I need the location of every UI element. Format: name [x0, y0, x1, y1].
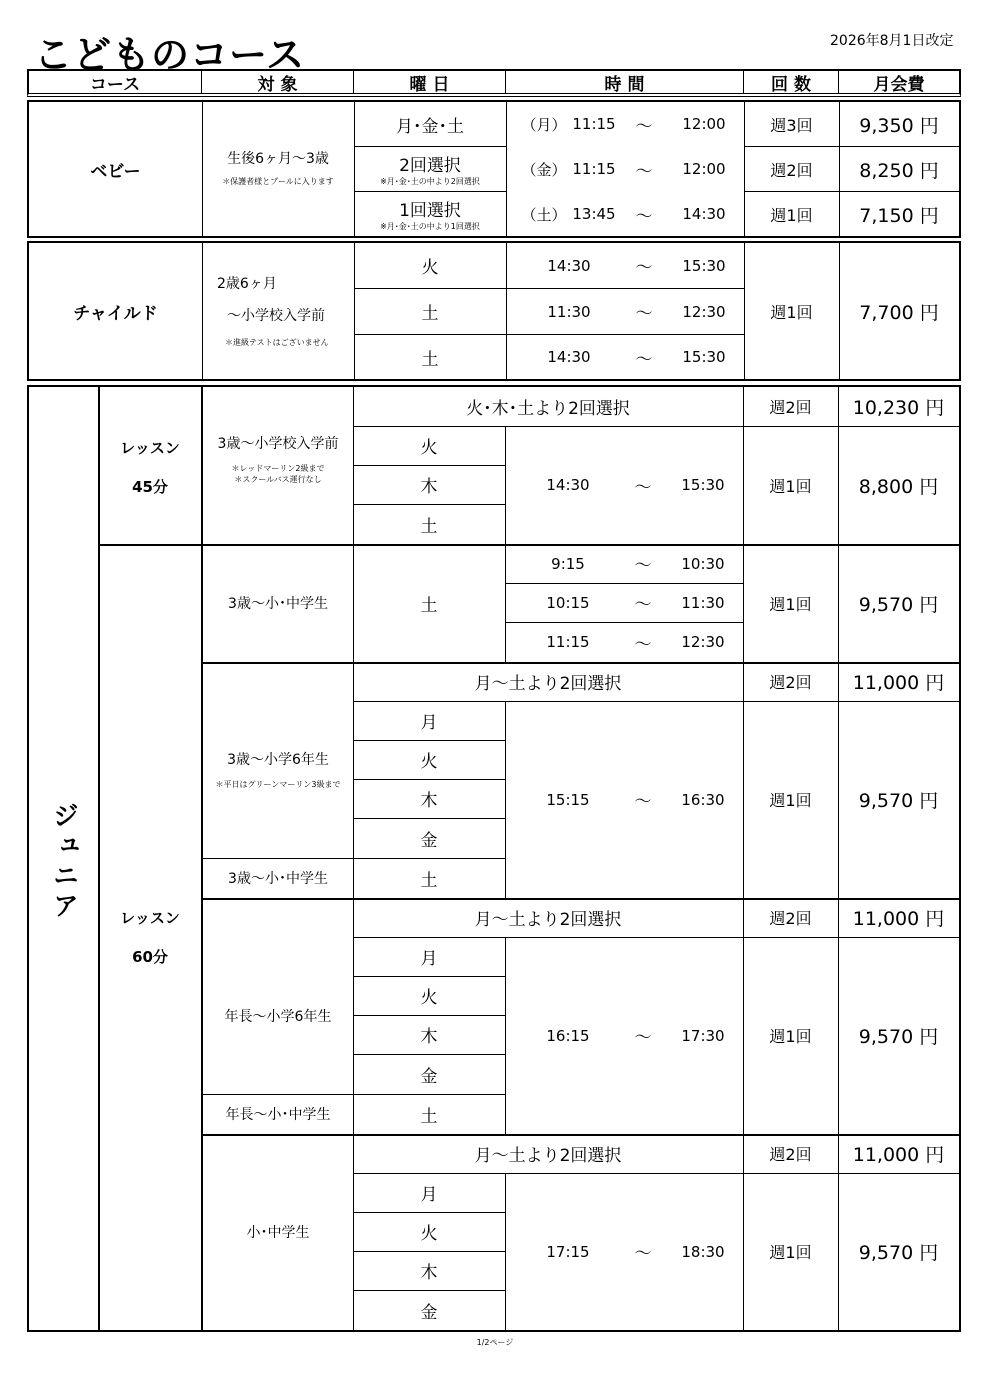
l45-tilde: ～ — [634, 477, 652, 498]
l45-label-line1: レッスン — [120, 439, 180, 457]
header-time: 時 間 — [506, 71, 744, 93]
g3-day-0: 月 — [420, 1185, 438, 1205]
sat-tilde-1: ～ — [634, 595, 652, 615]
g1-count: 週1回 — [769, 791, 812, 810]
sat-day: 土 — [420, 595, 438, 616]
baby-time-day-2: （土） — [521, 205, 567, 224]
child-day-0: 火 — [421, 258, 439, 278]
g3-day-3: 金 — [420, 1302, 438, 1323]
junior-name-text: ジュニア — [48, 802, 79, 922]
g2-count: 週1回 — [769, 1027, 812, 1046]
child-start-0: 14:30 — [547, 256, 591, 275]
child-count: 週1回 — [770, 302, 813, 322]
baby-time-day-1: （金） — [521, 160, 567, 179]
baby-target: 生後6ヶ月～3歳 — [227, 151, 329, 167]
l45-end: 15:30 — [681, 476, 725, 494]
g1-day-0: 月 — [420, 713, 438, 733]
junior-course-name — [29, 782, 98, 942]
l45-day-0: 火 — [420, 438, 438, 458]
l45-label-line2: 45分 — [132, 478, 168, 496]
l60-label-line1: レッスン — [120, 909, 180, 927]
g3-tilde: ～ — [634, 1244, 652, 1264]
sat-end-0: 10:30 — [681, 554, 725, 573]
sat-end-2: 12:30 — [681, 633, 725, 651]
baby-start-1: 11:15 — [572, 160, 616, 178]
g3-start: 17:15 — [546, 1242, 590, 1261]
baby-day-1: 2回選択 — [399, 156, 461, 176]
g1-select-label: 月～土より2回選択 — [474, 674, 622, 694]
g3-target: 小･中学生 — [246, 1225, 310, 1241]
junior-section — [27, 385, 961, 1332]
sat-tilde-0: ～ — [634, 556, 652, 576]
g2-day-1: 火 — [420, 988, 438, 1008]
child-end-1: 12:30 — [682, 302, 726, 321]
baby-start-0: 11:15 — [572, 115, 616, 133]
header-fee: 月会費 — [873, 74, 925, 95]
g2-tilde: ～ — [634, 1028, 652, 1048]
header-course: コース — [29, 71, 202, 93]
header-target: 対 象 — [202, 71, 354, 93]
g1-target-sat: 3歳～小･中学生 — [228, 871, 328, 887]
g3-select-count: 週2回 — [769, 1145, 812, 1164]
g1-day-3: 金 — [420, 830, 438, 851]
page-footer: 1/2ページ — [476, 1338, 514, 1347]
baby-end-0: 12:00 — [682, 115, 726, 133]
l45-select-count: 週2回 — [769, 398, 812, 417]
l60-label-line2: 60分 — [132, 948, 168, 966]
header-count: 回 数 — [744, 71, 839, 93]
g3-day-2: 木 — [420, 1263, 438, 1283]
g2-select-fee: 11,000 円 — [852, 908, 945, 930]
g1-note: ＊平日はグリーンマーリン3級まで — [215, 780, 341, 789]
child-section — [27, 241, 961, 381]
g2-day-3: 金 — [420, 1066, 438, 1087]
g2-select-count: 週2回 — [769, 909, 812, 928]
table-header — [27, 69, 961, 97]
g1-tilde: ～ — [634, 792, 652, 812]
child-end-2: 15:30 — [682, 348, 726, 366]
g2-fee: 9,570 円 — [858, 1026, 939, 1048]
g2-start: 16:15 — [546, 1026, 590, 1045]
baby-fee-1: 8,250 円 — [859, 159, 939, 182]
baby-day-note-2: ※月･金･土の中より1回選択 — [380, 222, 480, 231]
baby-note: ＊保護者様とプールに入ります — [222, 177, 334, 186]
baby-day-0: 月･金･土 — [396, 116, 464, 137]
baby-count-0: 週3回 — [770, 115, 813, 135]
baby-end-1: 12:00 — [682, 160, 726, 178]
child-tilde-1: ～ — [635, 304, 653, 324]
child-day-1: 土 — [421, 304, 439, 324]
g1-fee: 9,570 円 — [858, 790, 939, 812]
g3-select-fee: 11,000 円 — [852, 1144, 945, 1166]
g2-day-0: 月 — [420, 949, 438, 969]
sat-fee: 9,570 円 — [858, 593, 939, 616]
l45-fee: 8,800 円 — [858, 475, 939, 498]
baby-tilde-2: ～ — [635, 206, 653, 227]
l45-day-2: 土 — [420, 516, 438, 537]
child-fee: 7,700 円 — [859, 301, 939, 324]
sat-end-1: 11:30 — [681, 593, 725, 612]
g1-end: 16:30 — [681, 790, 725, 809]
child-end-0: 15:30 — [682, 256, 726, 275]
sat-start-2: 11:15 — [546, 633, 590, 651]
l45-day-1: 木 — [420, 477, 438, 497]
sat-start-1: 10:15 — [546, 593, 590, 612]
g1-target: 3歳～小学6年生 — [227, 752, 329, 768]
g1-day-2: 木 — [420, 791, 438, 811]
l45-target: 3歳～小学校入学前 — [217, 436, 339, 452]
g1-select-fee: 11,000 円 — [852, 672, 945, 694]
g1-select-count: 週2回 — [769, 673, 812, 692]
baby-course-name: ベビー — [90, 161, 141, 182]
child-target-line2: ～小学校入学前 — [227, 308, 325, 324]
l45-count: 週1回 — [769, 476, 812, 496]
g2-target-sat: 年長～小･中学生 — [225, 1107, 331, 1123]
page-title: こどものコース — [34, 33, 306, 77]
child-day-2: 土 — [421, 349, 439, 370]
baby-count-1: 週2回 — [770, 160, 813, 180]
g2-target: 年長～小学6年生 — [224, 1008, 332, 1025]
child-tilde-2: ～ — [635, 349, 653, 370]
g3-fee: 9,570 円 — [858, 1242, 939, 1264]
child-start-1: 11:30 — [547, 302, 591, 321]
baby-fee-0: 9,350 円 — [859, 114, 939, 137]
baby-count-2: 週1回 — [770, 205, 813, 225]
baby-day-2: 1回選択 — [399, 201, 461, 221]
child-start-2: 14:30 — [547, 348, 591, 366]
g1-start: 15:15 — [546, 790, 590, 809]
g1-day-4: 土 — [420, 870, 438, 891]
g2-end: 17:30 — [681, 1026, 725, 1045]
sat-start-0: 9:15 — [551, 554, 585, 573]
sat-count: 週1回 — [769, 594, 812, 614]
baby-time-day-0: （月） — [521, 115, 567, 134]
l45-note-line2: ＊スクールバス運行なし — [234, 475, 322, 484]
child-note: ＊進級テストはございません — [225, 338, 329, 347]
child-tilde-0: ～ — [635, 258, 653, 278]
g3-select-label: 月～土より2回選択 — [474, 1146, 622, 1166]
baby-tilde-1: ～ — [635, 161, 653, 182]
g3-end: 18:30 — [681, 1242, 725, 1261]
baby-fee-2: 7,150 円 — [859, 204, 939, 227]
baby-section — [27, 100, 961, 238]
g2-day-2: 木 — [420, 1027, 438, 1047]
baby-start-2: 13:45 — [572, 205, 616, 223]
child-course-name: チャイルド — [73, 303, 158, 324]
header-day: 曜 日 — [354, 71, 506, 93]
sat-tilde-2: ～ — [634, 634, 652, 655]
baby-end-2: 14:30 — [682, 205, 726, 223]
child-target-line1: 2歳6ヶ月 — [217, 276, 277, 292]
baby-day-note-1: ※月･金･土の中より2回選択 — [380, 177, 480, 186]
g1-day-1: 火 — [420, 752, 438, 772]
l45-select-label: 火･木･土より2回選択 — [466, 399, 630, 419]
l45-start: 14:30 — [546, 476, 590, 494]
sat-target: 3歳～小･中学生 — [228, 596, 328, 612]
revision-date: 2026年8月1日改定 — [830, 33, 954, 49]
g2-select-label: 月～土より2回選択 — [474, 910, 622, 930]
g2-day-4: 土 — [420, 1106, 438, 1127]
baby-tilde-0: ～ — [635, 116, 653, 137]
l45-note-line1: ＊レッドマーリン2級まで — [231, 464, 325, 473]
g3-day-1: 火 — [420, 1224, 438, 1244]
l45-select-fee: 10,230 円 — [852, 397, 945, 419]
g3-count: 週1回 — [769, 1243, 812, 1262]
